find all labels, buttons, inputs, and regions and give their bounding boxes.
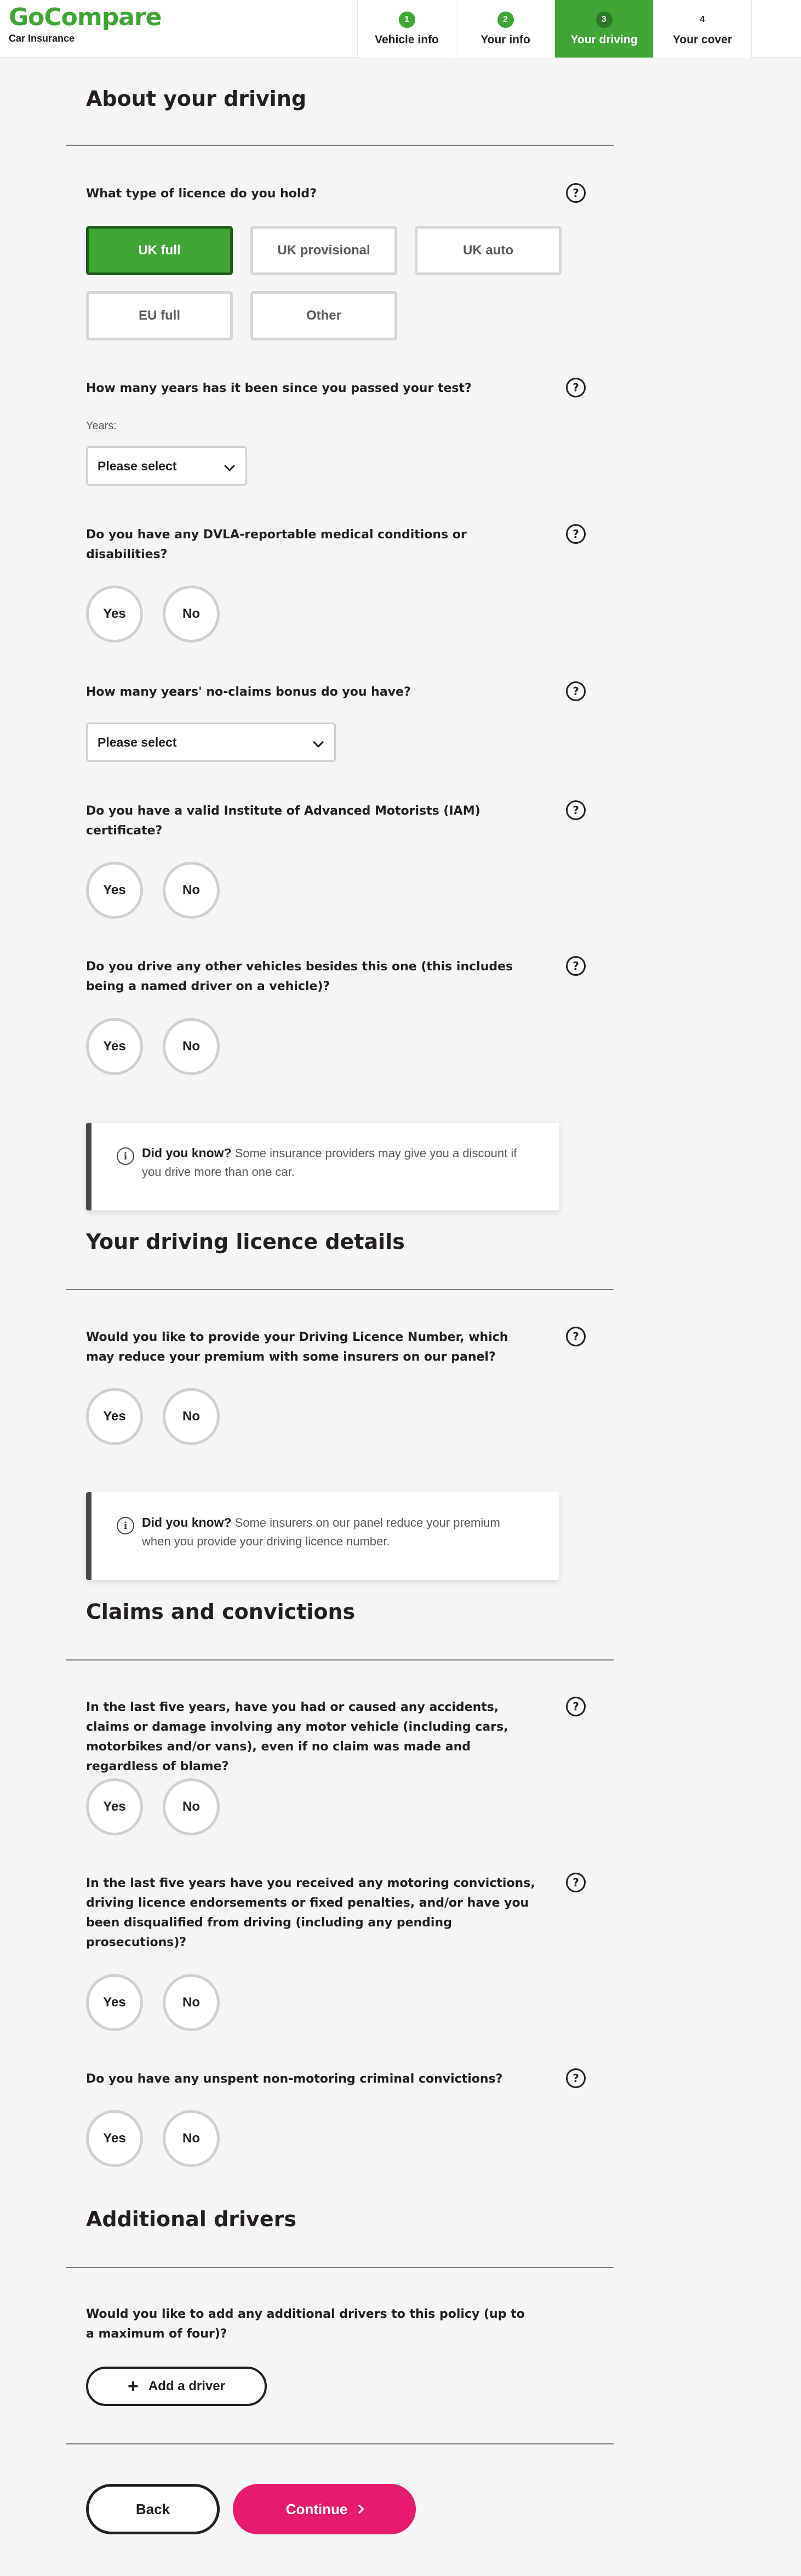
continue-button[interactable]: [233, 2484, 416, 2534]
did-you-know-box: [86, 1492, 559, 1580]
question-additional-drivers: Would you like to add any additional drivers to this policy (up to a maximum of four)?: [86, 2307, 525, 2341]
step-number: 1: [399, 12, 415, 28]
licence-number-no-button[interactable]: No: [163, 1388, 220, 1445]
continue-label: Continue: [285, 2500, 348, 2517]
divider: [66, 145, 614, 146]
question-iam-certificate: Do you have a valid Institute of Advanced Motorists (IAM) certificate?: [86, 804, 480, 838]
help-icon[interactable]: ?: [566, 1327, 586, 1346]
question-motoring-convictions: In the last five years have you received any motoring convictions, driving licence endorsements or fixed penalties, and/or have you been disqualified from driving (including any pending prosecutions)?: [86, 1876, 535, 1949]
info-body: Some insurers on our panel reduce your premium when you provide your driving licence number.: [142, 1516, 500, 1548]
divider: [66, 1289, 614, 1290]
divider: [66, 2267, 614, 2268]
question-accidents-claims: In the last five years, have you had or caused any accidents, claims or damage involving any motor vehicle (including cars, motorbikes and/or vans), even if no claim was made and regardless of blame?: [86, 1701, 508, 1773]
criminal-no-button[interactable]: No: [163, 2110, 220, 2167]
licence-option-uk-provisional[interactable]: UK provisional: [250, 226, 397, 275]
divider: [66, 1659, 614, 1661]
question-no-claims-bonus: How many years' no-claims bonus do you have?: [86, 685, 411, 699]
back-button[interactable]: Back: [86, 2484, 220, 2534]
info-icon: i: [117, 1517, 134, 1534]
licence-option-other[interactable]: Other: [250, 291, 397, 340]
info-title: Did you know?: [142, 1515, 232, 1529]
add-driver-label: Add a driver: [148, 2379, 225, 2393]
step-label: Your cover: [672, 33, 733, 46]
section-title-licence-details: Your driving licence details: [86, 1230, 405, 1254]
divider: [66, 2443, 614, 2444]
years-passed-select[interactable]: [86, 446, 247, 486]
section-title-claims: Claims and convictions: [86, 1600, 356, 1624]
licence-option-uk-auto[interactable]: UK auto: [415, 226, 562, 275]
step-your-cover[interactable]: [653, 0, 752, 58]
info-icon: i: [117, 1147, 134, 1165]
step-vehicle-info[interactable]: [357, 0, 456, 58]
help-icon[interactable]: ?: [566, 1697, 586, 1716]
did-you-know-box: [86, 1123, 559, 1210]
add-driver-button[interactable]: [86, 2367, 267, 2406]
select-value: Please select: [98, 458, 177, 473]
step-number: 3: [596, 12, 613, 28]
plus-icon: +: [128, 2376, 139, 2397]
info-text: [142, 1513, 525, 1551]
step-your-info[interactable]: [456, 0, 554, 58]
help-icon[interactable]: ?: [566, 2068, 586, 2088]
select-value: Please select: [98, 735, 177, 749]
question-licence-number: Would you like to provide your Driving Licence Number, which may reduce your premium with some insurers on our panel?: [86, 1330, 508, 1364]
progress-steps: [357, 0, 752, 58]
step-label: Your info: [480, 33, 530, 46]
help-icon[interactable]: ?: [566, 1873, 586, 1892]
help-icon[interactable]: ?: [566, 378, 586, 397]
info-text: [142, 1144, 525, 1181]
step-number: 2: [497, 12, 514, 28]
help-icon[interactable]: ?: [566, 183, 586, 203]
help-icon[interactable]: ?: [566, 681, 586, 701]
help-icon[interactable]: ?: [566, 524, 586, 544]
medical-yes-button[interactable]: Yes: [86, 585, 143, 642]
iam-yes-button[interactable]: Yes: [86, 862, 143, 919]
info-body: Some insurance providers may give you a discount if you drive more than one car.: [142, 1146, 517, 1179]
chevron-right-icon: [355, 2505, 364, 2514]
question-other-vehicles: Do you drive any other vehicles besides this one (this includes being a named driver on a vehicle)?: [86, 960, 513, 993]
convictions-yes-button[interactable]: Yes: [86, 1974, 143, 2031]
section-title-about-driving: About your driving: [86, 87, 307, 111]
site-header: [0, 0, 801, 58]
accidents-no-button[interactable]: No: [163, 1778, 220, 1835]
step-number: 4: [700, 14, 705, 24]
question-licence-type: What type of licence do you hold?: [86, 187, 317, 201]
logo-subtitle: Car Insurance: [9, 33, 75, 44]
other-vehicles-no-button[interactable]: No: [163, 1018, 220, 1075]
section-title-additional-drivers: Additional drivers: [86, 2207, 296, 2231]
convictions-no-button[interactable]: No: [163, 1974, 220, 2031]
licence-option-eu-full[interactable]: EU full: [86, 291, 233, 340]
criminal-yes-button[interactable]: Yes: [86, 2110, 143, 2167]
question-medical-conditions: Do you have any DVLA-reportable medical conditions or disabilities?: [86, 528, 467, 561]
step-label: Vehicle info: [375, 33, 439, 46]
question-years-passed: How many years has it been since you passed your test?: [86, 382, 472, 395]
other-vehicles-yes-button[interactable]: Yes: [86, 1018, 143, 1075]
logo-text: GoCompare: [9, 3, 162, 31]
step-your-driving[interactable]: [554, 0, 653, 58]
chevron-down-icon: [313, 737, 324, 748]
step-label: Your driving: [570, 33, 638, 46]
iam-no-button[interactable]: No: [163, 862, 220, 919]
medical-no-button[interactable]: No: [163, 585, 220, 642]
question-criminal-convictions: Do you have any unspent non-motoring criminal convictions?: [86, 2072, 503, 2086]
help-icon[interactable]: ?: [566, 956, 586, 976]
years-label: Years:: [86, 420, 117, 432]
licence-option-uk-full[interactable]: UK full: [86, 226, 233, 275]
help-icon[interactable]: ?: [566, 800, 586, 820]
licence-number-yes-button[interactable]: Yes: [86, 1388, 143, 1445]
accidents-yes-button[interactable]: Yes: [86, 1778, 143, 1835]
info-title: Did you know?: [142, 1146, 232, 1160]
chevron-down-icon: [224, 460, 235, 471]
gocompare-logo[interactable]: [9, 5, 161, 44]
no-claims-select[interactable]: [86, 723, 336, 762]
